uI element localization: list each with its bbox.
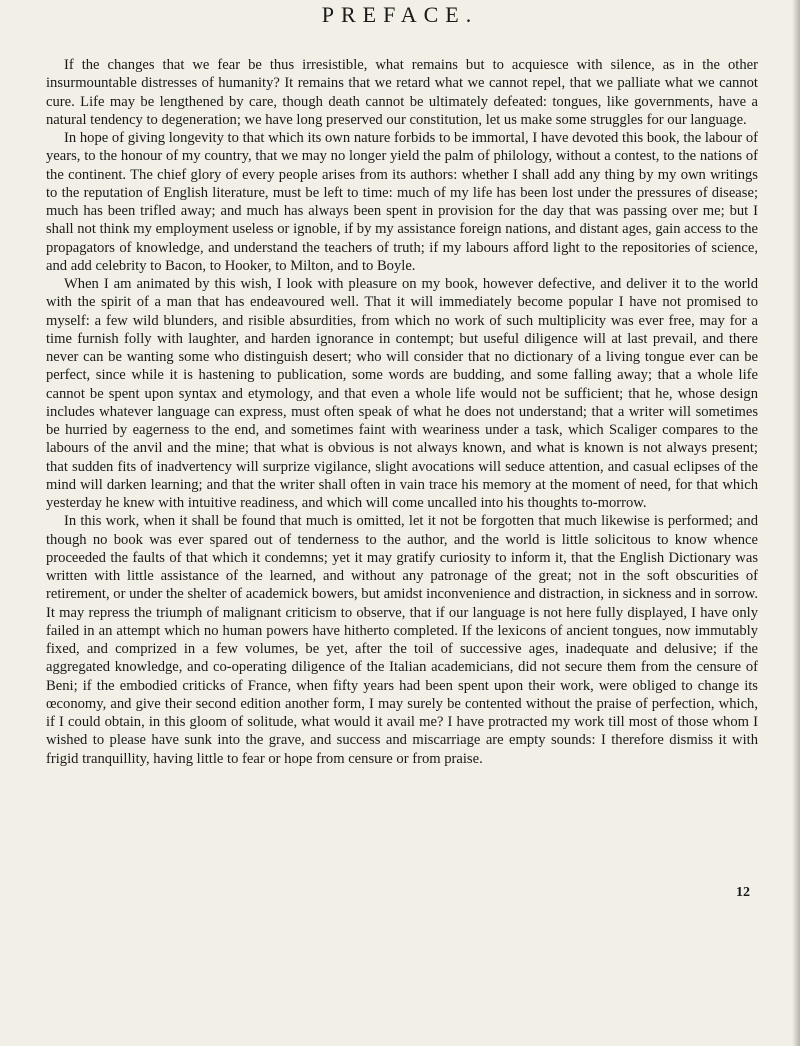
preface-body <box>46 56 758 768</box>
page-number: 12 <box>736 885 750 900</box>
paragraph-3: When I am animated by this wish, I look with pleasure on my book, however defective, and deliver it to the world with the spirit of a man that has endeavoured well. That it will immediately become popular I have not promised to myself: a few wild blunders, and risible absurdities, from which no work of such multiplicity was ever free, may for a time furnish folly with laughter, and harden ignorance in contempt; but useful diligence will at last prevail, and there never can be wanting some who distinguish desert; who will consider that no dictionary of a living tongue ever can be perfect, since while it is hastening to publication, some words are budding, and some falling away; that a whole life cannot be spent upon syntax and etymology, and that even a whole life would not be sufficient; that he, whose design includes whatever language can express, must often speak of what he does not understand; that a writer will sometimes be hurried by eagerness to the end, and sometimes faint with weariness under a task, which Scaliger compares to the labours of the anvil and the mine; that what is obvious is not always known, and what is known is not always present; that sudden fits of inadvertency will surprize vigilance, slight avocations will seduce attention, and casual eclipses of the mind will darken learning; and that the writer shall often in vain trace his memory at the moment of need, for that which yesterday he knew with intuitive readiness, and which will come uncalled into his thoughts to-morrow. <box>46 276 758 511</box>
running-header: PREFACE. <box>321 2 479 27</box>
page-edge-shadow <box>792 0 800 1046</box>
paragraph-4: In this work, when it shall be found that much is omitted, let it not be forgotten that much likewise is performed; and though no book was ever spared out of tenderness to the author, and the world is little solicitous to know whence proceeded the faults of that which it condemns; yet it may gratify curiosity to inform it, that the English Dictionary was written with little assistance of the learned, and without any patronage of the great; not in the soft obscurities of retirement, or under the shelter of academick bowers, but amidst inconvenience and distraction, in sickness and in sorrow. It may repress the triumph of malignant criticism to observe, that if our language is not here fully displayed, I have only failed in an attempt which no human powers have hitherto completed. If the lexicons of ancient tongues, now immutably fixed, and comprized in a few volumes, be yet, after the toil of successive ages, inadequate and delusive; if the aggregated knowledge, and co-operating diligence of the Italian academicians, did not secure them from the censure of Beni; if the embodied criticks of France, when fifty years had been spent upon their work, were obliged to change its œconomy, and give their second edition another form, I may surely be contented without the praise of perfection, which, if I could obtain, in this gloom of solitude, what would it avail me? I have protracted my work till most of those whom I wished to please have sunk into the grave, and success and miscarriage are empty sounds: I therefore dismiss it with frigid tranquillity, having little to fear or hope from censure or from praise. <box>46 513 758 767</box>
paragraph-1: If the changes that we fear be thus irresistible, what remains but to acquiesce with silence, as in the other insurmountable distresses of humanity? It remains that we retard what we cannot repel, that we palliate what we cannot cure. Life may be lengthened by care, though death cannot be ultimately defeated: tongues, like governments, have a natural tendency to degeneration; we have long preserved our constitution, let us make some struggles for our language. <box>46 57 758 128</box>
paragraph-2: In hope of giving longevity to that which its own nature forbids to be immortal, I have devoted this book, the labour of years, to the honour of my country, that we may no longer yield the palm of philology, without a contest, to the nations of the continent. The chief glory of every people arises from its authors: whether I shall add any thing by my own writings to the reputation of English literature, must be left to time: much of my life has been lost under the pressures of disease; much has been trifled away; and much has always been spent in provision for the day that was passing over me; but I shall not think my employment useless or ignoble, if by my assistance foreign nations, and distant ages, gain access to the propagators of knowledge, and understand the teachers of truth; if my labours afford light to the repositories of science, and add celebrity to Bacon, to Hooker, to Milton, and to Boyle. <box>46 130 758 274</box>
